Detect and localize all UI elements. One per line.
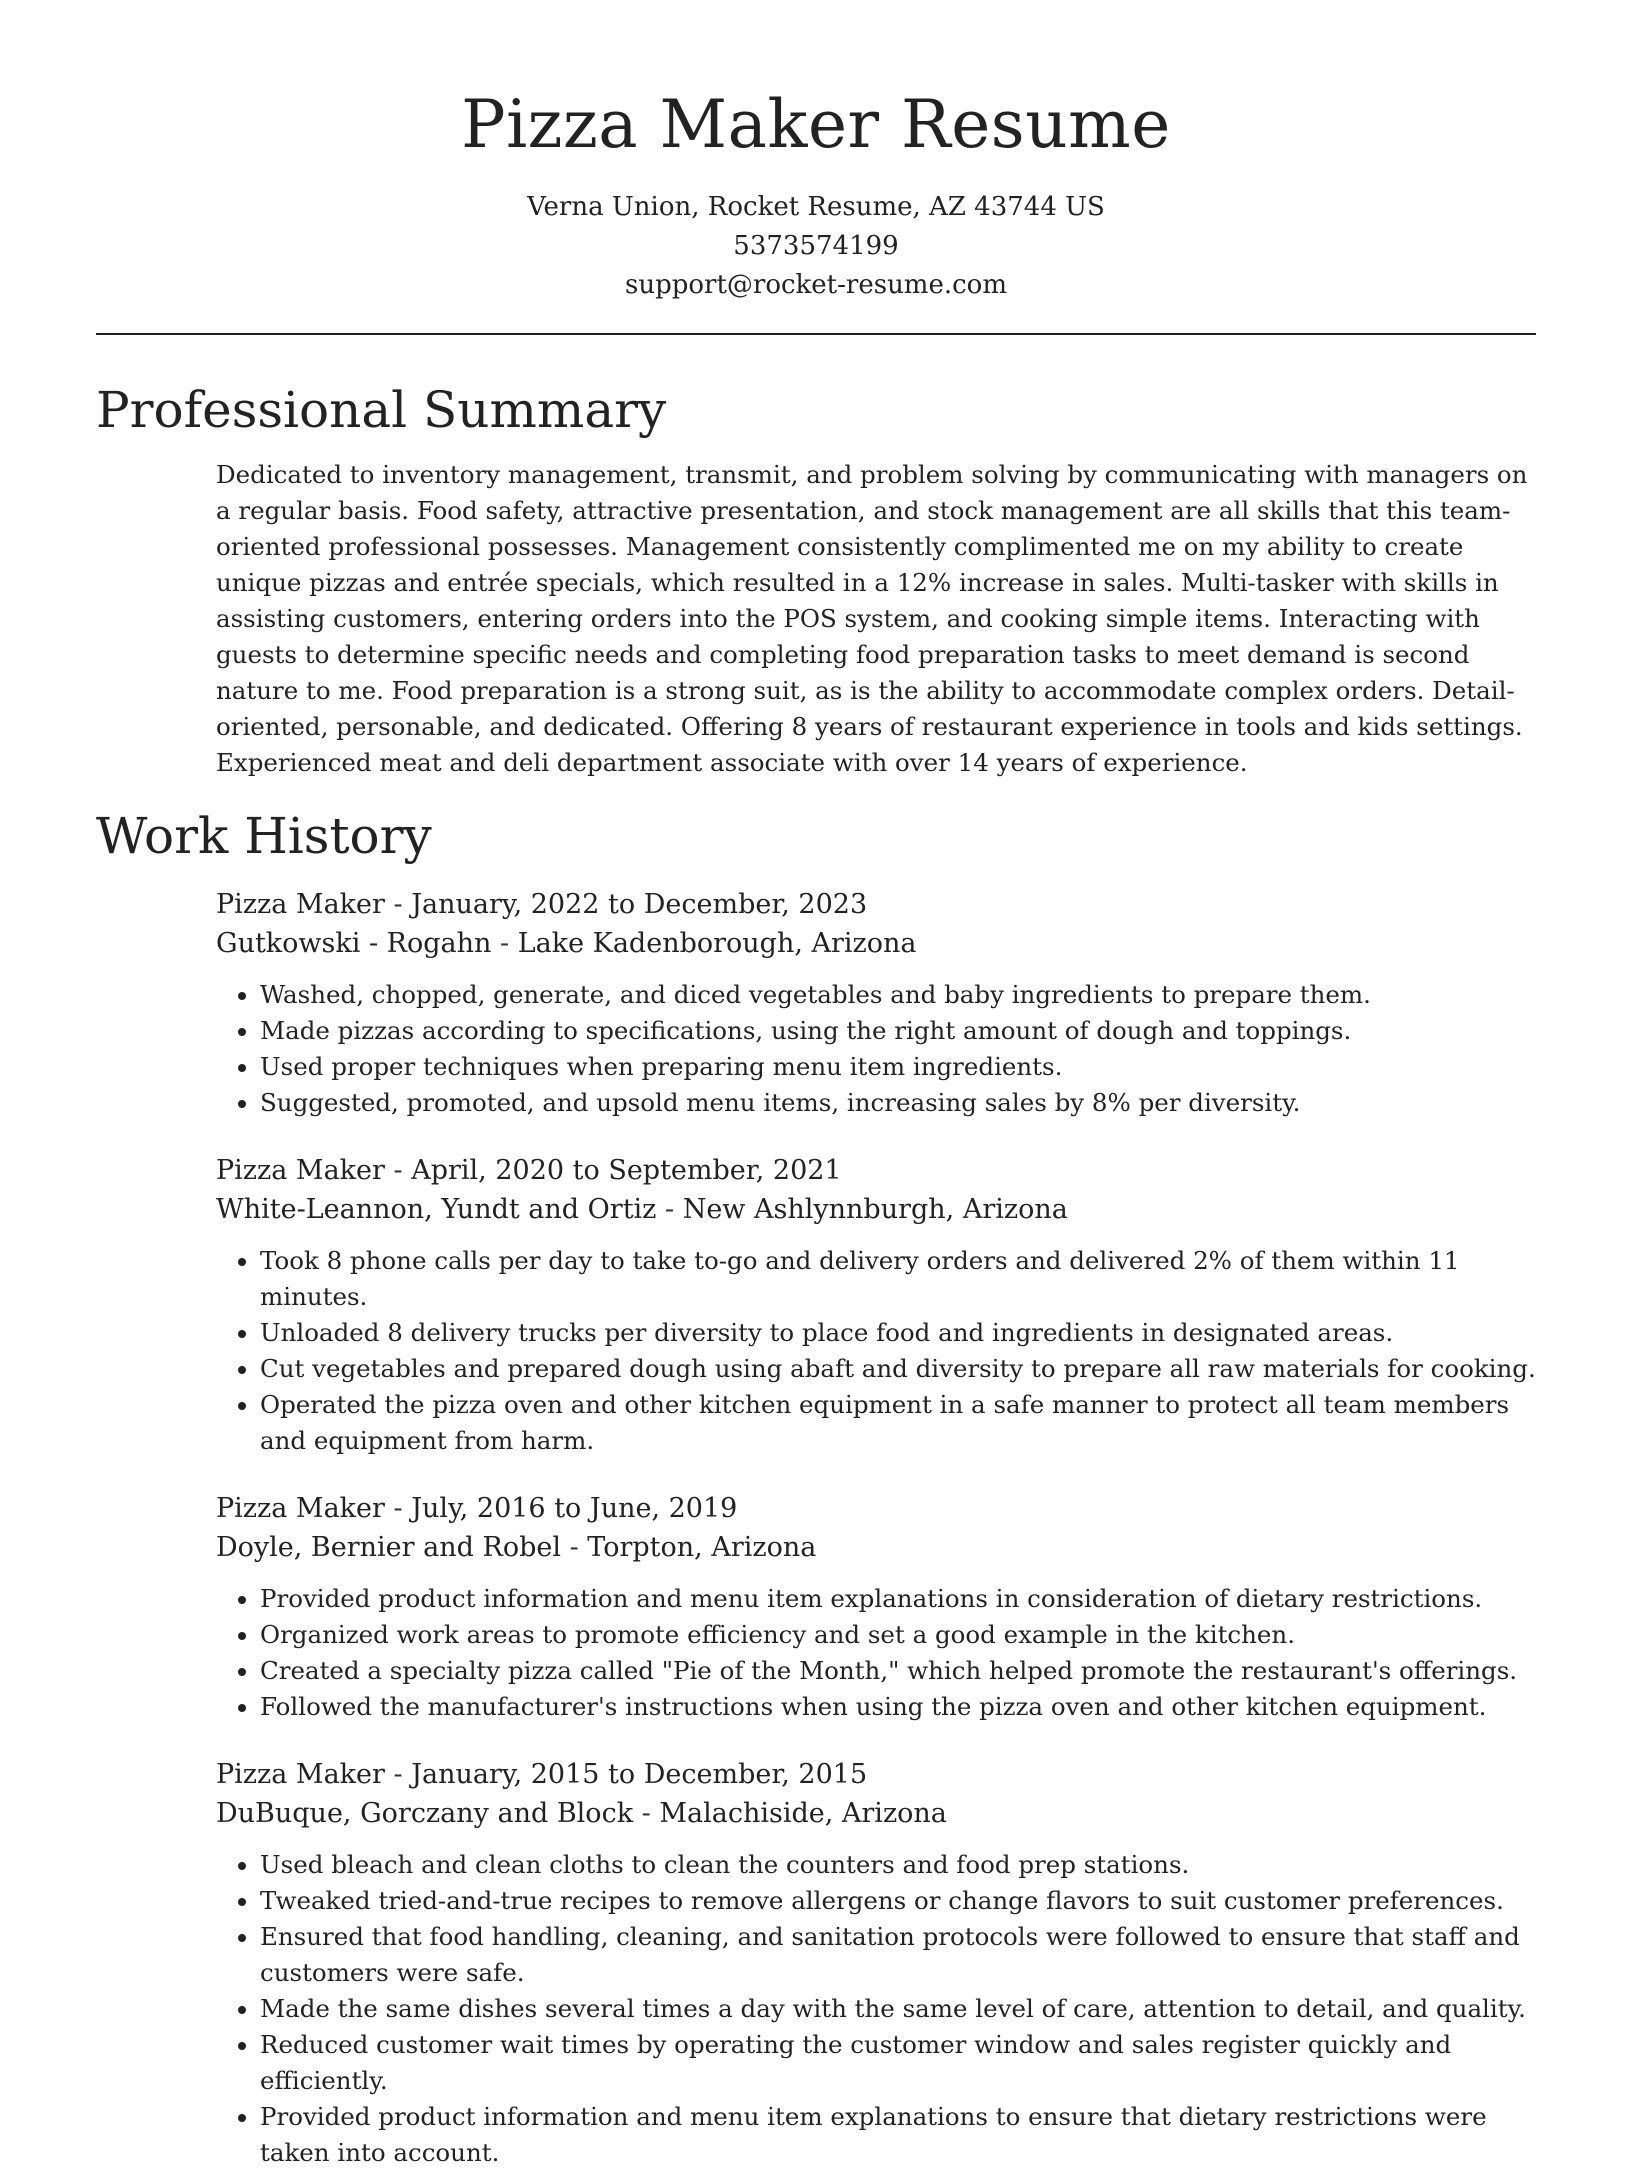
job-entry — [216, 885, 1536, 1121]
contact-email: support@rocket-resume.com — [624, 270, 1007, 300]
job-title-line: Pizza Maker - January, 2015 to December, 2015 — [216, 1759, 868, 1790]
job-location: Torpton, Arizona — [587, 1532, 817, 1563]
work-history-list — [216, 885, 1536, 2171]
duty-item: • Made the same dishes several times a day with the same level of care, attention to detail, and quality. — [260, 1991, 1536, 2027]
job-entry — [216, 1755, 1536, 2171]
duty-item: • Ensured that food handling, cleaning, and sanitation protocols were followed to ensure that staff and customers were safe. — [260, 1919, 1536, 1991]
duty-item: • Unloaded 8 delivery trucks per diversity to place food and ingredients in designated areas. — [260, 1315, 1536, 1351]
job-title-line: Pizza Maker - April, 2020 to September, 2021 — [216, 1155, 842, 1186]
job-company: Doyle, Bernier and Robel — [216, 1532, 561, 1563]
job-company-line: Doyle, Bernier and Robel - Torpton, Arizona — [216, 1532, 817, 1563]
resume-page — [96, 0, 1536, 2171]
job-dates: January, 2022 to December, 2023 — [411, 889, 868, 920]
job-company-line: DuBuque, Gorczany and Block - Malachiside, Arizona — [216, 1798, 947, 1829]
duty-item: • Provided product information and menu item explanations to ensure that dietary restrictions were taken into account. — [260, 2099, 1536, 2171]
job-title-line: Pizza Maker - July, 2016 to June, 2019 — [216, 1493, 738, 1524]
job-company: Gutkowski - Rogahn — [216, 928, 492, 959]
work-history-heading: Work History — [96, 807, 432, 865]
duty-item: • Used proper techniques when preparing menu item ingredients. — [260, 1049, 1536, 1085]
contact-block — [96, 188, 1536, 305]
duty-item: • Suggested, promoted, and upsold menu items, increasing sales by 8% per diversity. — [260, 1085, 1536, 1121]
contact-address: Verna Union, Rocket Resume, AZ 43744 US — [527, 192, 1105, 222]
job-title: Pizza Maker — [216, 889, 385, 920]
job-duties — [216, 977, 1536, 1121]
job-location: Lake Kadenborough, Arizona — [517, 928, 917, 959]
duty-item: • Cut vegetables and prepared dough using abaft and diversity to prepare all raw materials for cooking. — [260, 1351, 1536, 1387]
duty-item: • Operated the pizza oven and other kitchen equipment in a safe manner to protect all team members and equipment from harm. — [260, 1387, 1536, 1459]
job-location: New Ashlynnburgh, Arizona — [682, 1194, 1068, 1225]
job-duties — [216, 1847, 1536, 2171]
job-company: White-Leannon, Yundt and Ortiz — [216, 1194, 657, 1225]
job-duties — [216, 1243, 1536, 1459]
duty-item: • Used bleach and clean cloths to clean the counters and food prep stations. — [260, 1847, 1536, 1883]
resume-title: Pizza Maker Resume — [461, 86, 1171, 163]
job-duties — [216, 1581, 1536, 1725]
summary-heading: Professional Summary — [96, 381, 667, 439]
job-entry — [216, 1489, 1536, 1725]
duty-item: • Took 8 phone calls per day to take to-go and delivery orders and delivered 2% of them within 11 minutes. — [260, 1243, 1536, 1315]
contact-phone: 5373574199 — [733, 231, 899, 261]
duty-item: • Created a specialty pizza called "Pie of the Month," which helped promote the restaurant's offerings. — [260, 1653, 1536, 1689]
duty-item: • Followed the manufacturer's instructions when using the pizza oven and other kitchen equipment. — [260, 1689, 1536, 1725]
job-entry — [216, 1151, 1536, 1459]
job-title: Pizza Maker — [216, 1759, 385, 1790]
job-company-line: Gutkowski - Rogahn - Lake Kadenborough, Arizona — [216, 928, 917, 959]
duty-item: • Made pizzas according to specifications, using the right amount of dough and toppings. — [260, 1013, 1536, 1049]
duty-item: • Tweaked tried-and-true recipes to remove allergens or change flavors to suit customer preferences. — [260, 1883, 1536, 1919]
job-title: Pizza Maker — [216, 1493, 385, 1524]
job-title-line: Pizza Maker - January, 2022 to December, 2023 — [216, 889, 868, 920]
duty-item: • Washed, chopped, generate, and diced vegetables and baby ingredients to prepare them. — [260, 977, 1536, 1013]
duty-item: • Organized work areas to promote efficiency and set a good example in the kitchen. — [260, 1617, 1536, 1653]
summary-text: Dedicated to inventory management, transmit, and problem solving by communicating with managers on a regular basis. Food safety, attractive presentation, and stock management are all skills that this team-oriented professional possesses. Management consistently complimented me on my ability to create unique pizzas and entrée specials, which resulted in a 12% increase in sales. Multi-tasker with skills in assisting customers, entering orders into the POS system, and cooking simple items. Interacting with guests to determine specific needs and completing food preparation tasks to meet demand is second nature to me. Food preparation is a strong suit, as is the ability to accommodate complex orders. Detail-oriented, personable, and dedicated. Offering 8 years of restaurant experience in tools and kids settings. Experienced meat and deli department associate with over 14 years of experience. — [216, 460, 1528, 777]
job-company: DuBuque, Gorczany and Block — [216, 1798, 634, 1829]
duty-item: • Provided product information and menu item explanations in consideration of dietary restrictions. — [260, 1581, 1536, 1617]
job-dates: January, 2015 to December, 2015 — [411, 1759, 868, 1790]
header-divider — [96, 333, 1536, 335]
job-dates: April, 2020 to September, 2021 — [411, 1155, 842, 1186]
job-location: Malachiside, Arizona — [659, 1798, 947, 1829]
duty-item: • Reduced customer wait times by operating the customer window and sales register quickly and efficiently. — [260, 2027, 1536, 2099]
job-company-line: White-Leannon, Yundt and Ortiz - New Ashlynnburgh, Arizona — [216, 1194, 1068, 1225]
job-dates: July, 2016 to June, 2019 — [411, 1493, 738, 1524]
job-title: Pizza Maker — [216, 1155, 385, 1186]
